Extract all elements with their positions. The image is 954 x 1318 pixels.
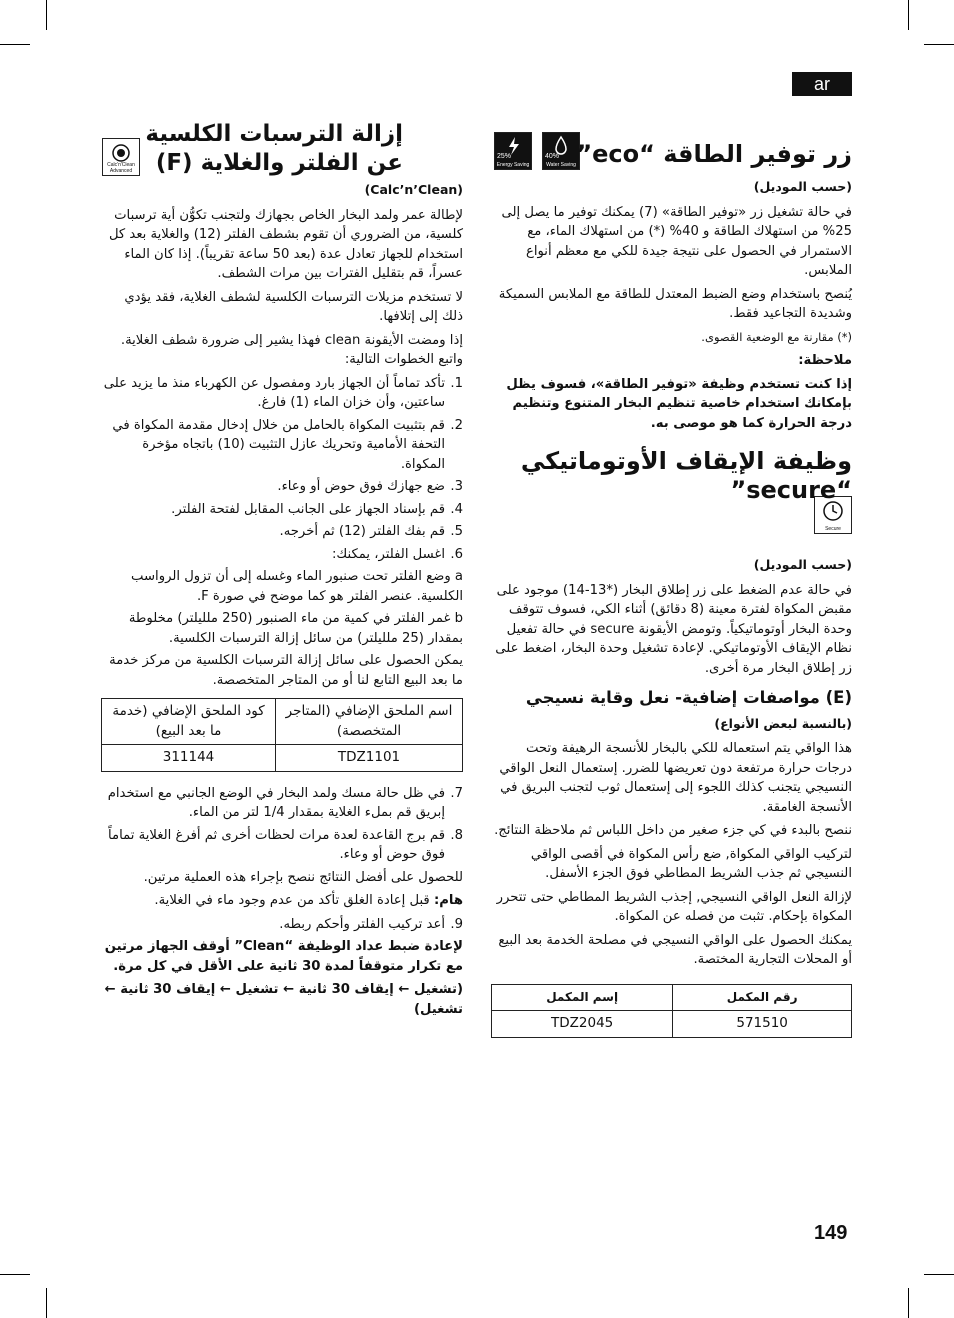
calc-clean-caption: Calc'n'Clean Advanced — [107, 162, 135, 174]
reset-sequence: (تشغيل ← إيقاف 30 ثانية ← تشغيل ← إيقاف 30 ثانية ← تشغيل) — [104, 982, 463, 1017]
sub-item-text: وضع الفلتر تحت صنبور الماء وغسله إلى أن تزول الرواسب الكلسية. عنصر الفلتر هو كما موضح في صورة F. — [131, 569, 463, 604]
table-header: اسم الملحق الإضافي (المتاجر المتخصصة) — [276, 699, 463, 745]
list-item — [101, 477, 463, 497]
note-text: إذا كنت تستخدم وظيفة «توفير الطاقة»، فسوف يظل بإمكانك استخدام خاصية تنظيم البخار المتنوع وتنظيم درجة الحرارة كما هو موصى به. — [506, 376, 852, 431]
step-text: اغسل الفلتر، يمكنك: — [331, 546, 445, 562]
crop-mark — [46, 0, 47, 30]
energy-saving-pct: 25% — [497, 153, 512, 160]
crop-mark — [0, 44, 30, 45]
paragraph: للحصول على أفضل النتائج ننصح بإجراء هذه العملية مرتين. — [143, 869, 463, 885]
paragraph: في حالة تشغيل زر «توفير الطاقة» (7) يمكنك توفير ما يصل إلى 25% من استهلاك الطاقة و 40% (*) من استهلاك الماء، مع الاستمرار في الحصول على نتيجة جيدة للكي مع معظم أنواع الملابس. — [501, 204, 852, 278]
step-text: تأكد تماماً أن الجهاز بارد ومفصول عن الكهرباء منذ ما يزيد على ساعتين، وأن خزان الماء (1) فارغ. — [103, 375, 445, 410]
step-number: 1. — [450, 375, 463, 391]
list-item — [101, 416, 463, 475]
table-cell: TDZ2045 — [492, 1011, 673, 1038]
step-text: قم بفك الفلتر (12) ثم أخرجه. — [279, 524, 445, 539]
step-number: 9. — [450, 916, 463, 932]
left-section-subtitle: (Calc’n’Clean) — [364, 182, 463, 197]
table-header: رقم المكمل — [673, 984, 852, 1011]
step-text: ضع جهازك فوق حوض أو وعاء. — [277, 479, 445, 494]
accessory-table — [491, 984, 852, 1038]
energy-saving-caption: Energy Saving — [496, 162, 530, 168]
paragraph: لإزالة النعل الواقي النسيجي, إجذب الشريط المطاطي حتى تتحرر المكواة بإحكام. تثبت من فصله عن المكواة. — [496, 889, 852, 924]
steps-list — [101, 374, 463, 565]
sub-item-letter: b — [454, 611, 463, 626]
sub-item-text: غمر الفلتر في كمية من ماء الصنبور (250 ملليلتر) مخلوطة بمقدار (25 ملليلتر) من سائل إزالة الترسبات الكلسية. — [128, 611, 463, 646]
steps-list — [101, 784, 463, 865]
steps-list — [101, 915, 463, 935]
paragraph: لتركيب الواقي المكواة, ضع رأس المكواة في أقصى الواقي النسيجي ثم جذب الشريط المطاطي فوق الجزء الأسفل. — [530, 846, 852, 881]
accessory-section-subtitle: (بالنسبة لبعض الأنواع) — [714, 715, 852, 731]
important-text: قبل إعادة الغلق تأكد من عدم وجود ماء في الغلاية. — [154, 893, 430, 908]
paragraph: في حالة عدم الضغط على زر إطلاق البخار (*13-14) موجود على مقبض المكواة لفترة معينة (8 دقائق) أثناء الكي، فسوف تتوقف وحدة البخار أوتوماتيكياً. وتومض الأيقونة secure في حالة تفعيل نظام الإيقاف الأوتوماتيكي. لإعادة تشغيل وحدة البخار، اضغط على زر إطلاق البخار مرة أخرى. — [495, 582, 852, 676]
accessory-section-title: (E) مواصفات إضافية- نعل وقاية نسيجي — [525, 688, 852, 707]
step-text: أعد تركيب الفلتر وأحكم ربطه. — [279, 916, 445, 932]
water-saving-caption: Water Saving — [546, 162, 576, 168]
accessory-table — [101, 698, 463, 772]
table-cell: 571510 — [673, 1011, 852, 1038]
crop-mark — [924, 44, 954, 45]
table-cell: TDZ1101 — [276, 745, 463, 772]
step-number: 5. — [450, 524, 463, 539]
table-header: كود الملحق الإضافي (خدمة ما بعد البيع) — [102, 699, 276, 745]
important-label: هام: — [433, 893, 463, 908]
step-text: قم بإسناد الجهاز على الجانب المقابل لفتحة الفلتر. — [171, 501, 445, 517]
sub-item — [101, 609, 463, 648]
paragraph: إذا ومضت الأيقونة clean فهذا يشير إلى ضرورة شطف الغلاية. واتبع الخطوات التالية: — [120, 332, 463, 367]
footnote: (*) مقارنة مع الوضعية القصوى. — [701, 329, 852, 344]
step-text: قم برج القاعدة لعدة مرات لحظات أخرى ثم أفرغ الغلاية تماماً فوق حوض أو وعاء. — [108, 827, 445, 862]
step-number: 3. — [450, 479, 463, 494]
crop-mark — [0, 1274, 30, 1275]
secure-section-subtitle: (حسب الموديل) — [753, 557, 852, 572]
list-item — [101, 784, 463, 823]
paragraph — [101, 891, 463, 911]
step-number: 2. — [450, 417, 463, 433]
right-column — [491, 140, 852, 1050]
paragraph: يُنصح باستخدام وضع الضبط المعتدل للطاقة مع الملابس السميكة وشديدة التجاعيد فقط. — [498, 286, 852, 321]
crop-mark — [924, 1274, 954, 1275]
eco-section-subtitle: (حسب الموديل) — [753, 179, 852, 194]
crop-mark — [908, 1288, 909, 1318]
left-column — [101, 120, 463, 1023]
list-item — [101, 826, 463, 865]
secure-section-title: وظيفة الإيقاف الأوتوماتيكي “secure” — [520, 447, 852, 504]
paragraph: يمكن الحصول على سائل إزالة الترسبات الكلسية من مركز خدمة ما بعد البيع التابع لنا أو من المتاجر المتخصصة. — [109, 653, 463, 688]
step-number: 4. — [450, 501, 463, 517]
crop-mark — [908, 0, 909, 30]
step-number: 7. — [450, 785, 463, 801]
step-text: قم بتثبيت المكواة بالحامل من خلال إدخال مقدمة المكواة في التحفة الأمامية وتحريك عازل التثبيت (10) باتجاه مؤخرة المكواة. — [112, 417, 445, 472]
paragraph: ننصح بالبدء في كي جزء صغير من داخل اللباس ثم ملاحظة النتائج. — [494, 823, 852, 838]
step-text: في ظل حالة مسك ولمد البخار في الوضع الجانبي مع استخدام إبريق قم بملء الغلاية بمقدار 1/4 لتر من الماء. — [107, 785, 445, 820]
left-section-title: إزالة الترسبات الكلسية عن الفلتر والغلاية (F) — [145, 121, 403, 176]
list-item — [101, 545, 463, 565]
list-item — [101, 500, 463, 520]
paragraph: لا تستخدم مزيلات الترسبات الكلسية لشطف الغلاية، فقد يؤدي ذلك إلى إتلافها. — [124, 289, 463, 324]
paragraph: لإطالة عمر ولمد البخار الخاص بجهازك ولتجنب تكوُّن أية ترسبات كلسية، من الضروري أن تقوم بشطف الفلتر (12) والغلاية بعد كل استخدام للجهاز تعادل عدة (بعد 50 ساعة تقريباً). إذا كان الماء عسراً، قم بتقليل الفترات بين مرات الشطف. — [108, 207, 463, 281]
note-label: ملاحظة: — [798, 353, 852, 368]
list-item — [101, 374, 463, 413]
eco-section-title: زر توفير الطاقة “eco” — [576, 140, 852, 168]
step-number: 8. — [450, 827, 463, 843]
table-header: إسم المكمل — [492, 984, 673, 1011]
paragraph: هذا الواقي يتم استعماله للكي بالبخار للأنسجة الرهيفة وتحت درجات حرارة مرتفعة دون تعريضها للضرر. إستعمال النعل الواقي النسيجي يتجنب كذلك اللجوء إلى إستعمال ثوب لتجنب البريق في الأنسجة الغامقة. — [499, 741, 852, 815]
list-item — [101, 522, 463, 542]
sub-item — [101, 567, 463, 606]
list-item — [101, 915, 463, 935]
page-number: 149 — [814, 1222, 848, 1244]
water-saving-pct: 40% — [545, 153, 560, 160]
secure-caption: Secure — [825, 526, 841, 532]
crop-mark — [46, 1288, 47, 1318]
sub-item-letter: a — [454, 569, 463, 584]
reset-paragraph: لإعادة ضبط عداد الوظيفة “Clean” أوقف الجهاز مرتين مع تكرار متوقفاً لمدة 30 ثانية على الأقل في كل مرة. — [104, 939, 463, 974]
table-cell: 311144 — [102, 745, 276, 772]
paragraph: يمكنك الحصول على الواقي النسيجي في مصلحة الخدمة بعد البيع أو المحلات التجارية المختصة. — [498, 932, 852, 967]
step-number: 6. — [450, 546, 463, 562]
language-tab: ar — [792, 72, 852, 96]
